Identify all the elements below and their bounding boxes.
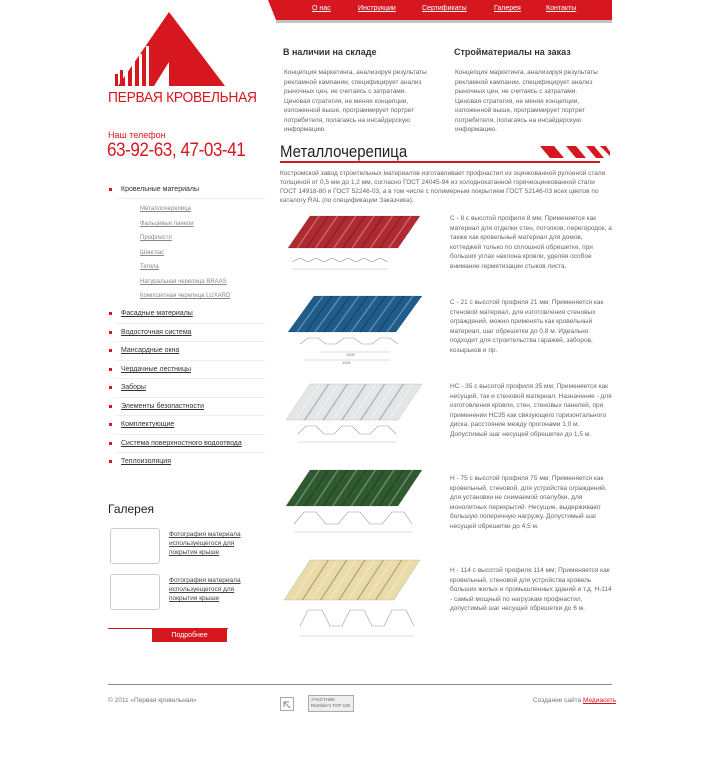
menu-item-label: Система поверхностного водоотвода [121,440,242,447]
menu-bullet-icon [109,349,112,352]
submenu-item-braas[interactable]: Натуральная черепица BRAAS [140,279,227,285]
menu-divider [115,341,265,342]
product-image-hc35[interactable] [280,380,425,450]
product-image-h75[interactable] [280,466,425,540]
phone-label: Наш телефон [108,130,166,140]
product-desc-c8: С - 8 с высотой профиля 8 мм; Применяется как материал для отделки стен, потолков, перегородок, а также как кровельный материал для домов, коттеджей только по сплошной обрешетке, при больших углах наклона кровли, уделяя особое внимание герметизации стыков листа. [450,215,612,270]
submenu-item-metal-tile[interactable]: Металлочерепица [140,206,192,212]
menu-item-label: Комплектующие [121,421,175,428]
menu-item-label: Элементы безопастности [121,403,204,410]
submenu-item-tegola[interactable]: Тегола [140,264,159,270]
menu-divider [115,323,265,324]
credit-prefix: Создание сайта [533,697,582,704]
gallery-caption-link[interactable]: Фотография материала используещегося для покрытия крыше [169,531,241,556]
submenu-item-luxard[interactable]: Композитная черепица LUXARD [140,293,231,299]
nav-contacts[interactable]: Контакты [546,5,577,12]
profile-outline [300,338,398,344]
menu-bullet-icon [109,331,112,334]
menu-bullet-icon [109,368,112,371]
submenu-item-shinglas[interactable]: Шинглас [140,250,165,256]
gallery-caption-link[interactable]: Фотография материала используещегося для покрытия крыше [169,577,241,602]
gallery-title: Галерея [108,502,155,516]
section-underline [280,161,600,163]
section-title: Металлочерепица [280,142,408,161]
profile-outline [294,512,412,524]
credit-link[interactable]: Медиасеть [582,697,616,704]
product-desc-c21: С - 21 с высотой профиля 21 мм; Применяется как стеновой материал, для изготовления стеновых ограждений, можно применять как кровельный материал, шаг обрешетки до 0,8 м. Идеально подходит для строительства гаражей, заборов, козырьков и пр. [450,299,604,354]
menu-bullet-icon [109,442,112,445]
menu-divider [115,378,265,379]
product-desc-h114: Н - 114 с высотой профиля 114 мм; Применяется как кровельный, стеновой для устройства кровель больших жилых и промышленных зданий и т.д. Н-114 - самый мощный по нагрузкам профнастил, допустимый шаг несущей обрешетки до 6 м. [450,567,612,612]
menu-item-label: Чердачные лестницы [121,366,191,373]
submenu-item-seam-panels[interactable]: Фальцевые панели [140,221,194,227]
menu-divider [115,198,265,199]
site-credit [533,697,616,704]
brand-name: ПЕРВАЯ КРОВЕЛЬНАЯ [108,89,257,106]
menu-divider [115,415,265,416]
copyright: © 2011 «Первая кровельная» [108,697,197,704]
nav-notch [268,0,276,20]
profile-outline [300,610,414,626]
nav-about[interactable]: О нас [312,5,331,12]
top-navigation [276,0,612,20]
nav-gallery[interactable]: Галерея [494,5,521,12]
menu-item-label: Мансардные окна [121,347,180,354]
rambler-top100-badge[interactable] [308,695,354,712]
order-title: Стройматериалы на заказ [454,47,571,57]
profile-outline [298,426,396,434]
menu-divider [115,434,265,435]
profile-outline [292,258,388,262]
nav-shadow [276,20,612,23]
section-intro: Костромской завод строительных материалов изготавливает профнастил из оцинкованной рулонной стали толщиной от 0,5 мм до 1,2 мм, согласно ГОСТ 24045-94 из холоднокатанной горячеоцинкованной стали ГОСТ 14918-80 и ГОСТ 52246-03, а в том числе с полимерным покрытием ГОСТ 52146-03 всех цветов по каталогу RAL (по спецификации Заказчика). [280,170,606,204]
order-text: Концепция маркетинга, анализируя результаты рекламной кампании, специфицирует анализ рыночных цен, не считаясь с затратами. Ценовая стратегия, не меняя концепции, изложенной выше, программирует портрет потребителя, полагаясь на инсайдерскую информацию. [455,69,598,133]
phone-number: 63-92-63, 47-03-41 [107,140,246,161]
menu-bullet-icon [109,312,112,315]
menu-divider [115,452,265,453]
product-image-c21[interactable] [280,292,425,366]
product-desc-h75: Н - 75 с высотой профиля 75 мм; Применяется как кровельный, стеновой, для устройства ограждений, для установки не снимаемой опалубки, для монолитных перекрытий. Несущие, выдерживают большую поперечную нагрузку. Допустимый шаг несущей обрешетки до 4,5 м. [450,475,607,530]
menu-divider [115,360,265,361]
gallery-thumbnail[interactable] [110,528,160,564]
menu-item-label: Фасадные материалы [121,310,193,317]
menu-bullet-icon [109,188,112,191]
menu-item-label: Водосточная система [121,329,192,336]
nav-certificates[interactable]: Сертификаты [422,5,467,12]
stock-title: В наличии на складе [283,47,377,57]
stock-text: Концепция маркетинга, анализируя результаты рекламной кампании, специфицирует анализ рыночных цен, не считаясь с затратами. Ценовая стратегия, не меняя концепции, изложенной выше, программирует портрет потребителя, полагаясь на инсайдерскую информацию. [284,69,427,133]
menu-bullet-icon [109,460,112,463]
product-image-c8[interactable] [280,212,425,274]
badge-text: УЧАСТНИК Rambler's TOP 100 [311,697,351,708]
menu-bullet-icon [109,423,112,426]
menu-bullet-icon [109,386,112,389]
dimension-label: 1051 [342,360,351,365]
dimension-label: 1000 [346,352,355,357]
arrow-link-icon[interactable] [280,697,294,711]
footer-divider [108,684,612,685]
menu-divider [115,397,265,398]
menu-item-label: Теплоизоляция [121,458,171,465]
product-image-h114[interactable] [280,556,425,644]
menu-item-label: Кровельные материалы [121,186,200,193]
menu-bullet-icon [109,405,112,408]
submenu-item-profsheet[interactable]: Профлистл [140,235,172,241]
menu-item-label: Заборы [121,384,146,391]
more-button[interactable]: Подробнее [152,629,227,642]
gallery-thumbnail[interactable] [110,574,160,610]
stripes-decoration-icon [520,146,610,158]
nav-instructions[interactable]: Инструкции [358,5,396,12]
product-desc-hc35: НС - 35 с высотой профиля 35 мм; Применяется как несущий, так и стеновой материал. Назначение - для изготовления кровли, стен, стеновых панелей, при применении НС35 как связующего горизонтального диска, расстояние между прогонами 1,0 м. Допустимый шаг несущей обрешетки до 1,5 м. [450,383,612,438]
